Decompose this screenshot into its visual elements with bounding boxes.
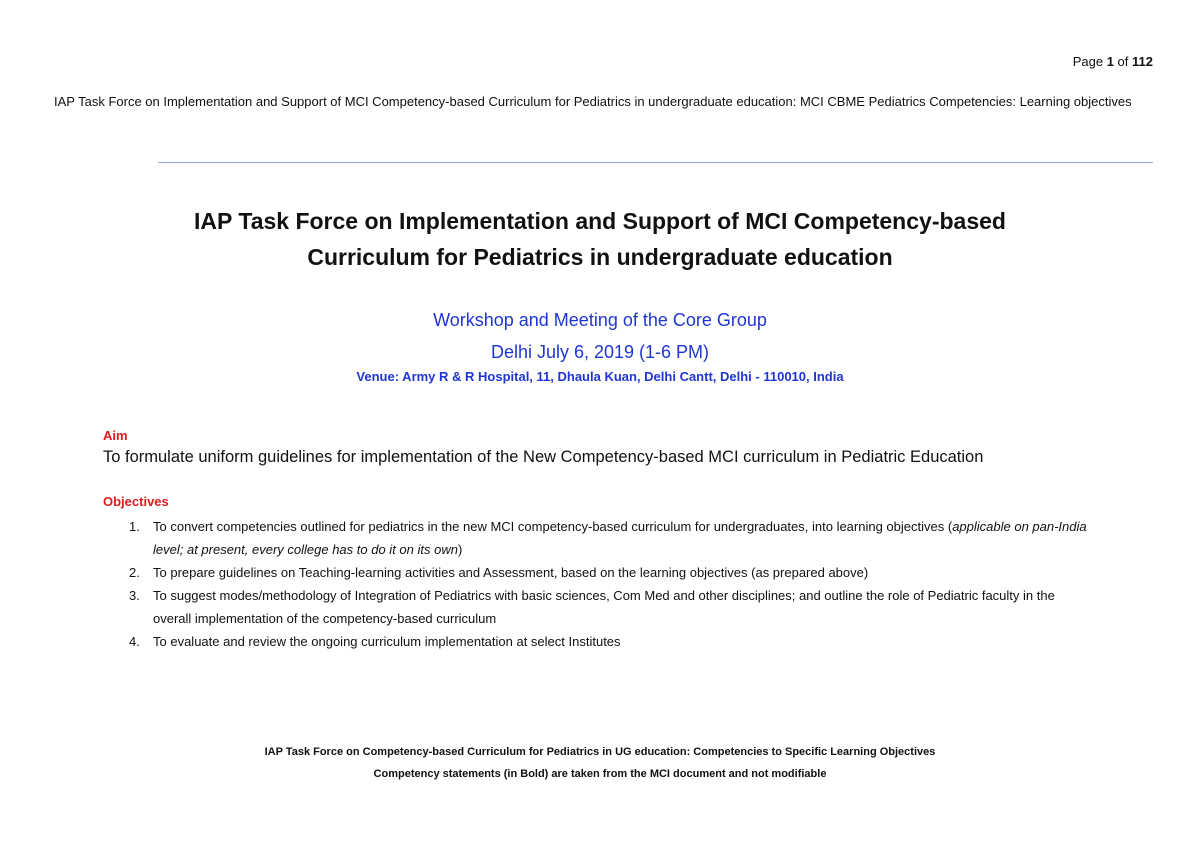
aim-text: To formulate uniform guidelines for implementation of the New Competency-based MCI curriculum in Pediatric Education (103, 448, 984, 466)
title-line-1: IAP Task Force on Implementation and Support of MCI Competency-based (194, 208, 1006, 234)
objective-text: To convert competencies outlined for pediatrics in the new MCI competency-based curriculum for undergraduates, into learning objectives ( (153, 519, 953, 534)
objective-text: To suggest modes/methodology of Integration of Pediatrics with basic sciences, Com Med and other disciplines; and outline the role of Pediatric faculty in the overall implementation of the competency-based curriculum (153, 588, 1055, 626)
header-divider (158, 162, 1153, 163)
page-footer (100, 741, 1100, 785)
objective-number: 3. (129, 588, 140, 603)
objectives-list (103, 515, 1093, 653)
page-total: 112 (1132, 54, 1153, 69)
objective-italic-note: applicable on pan-India level; at present, every college has to do it on its own (153, 519, 1087, 557)
page-prefix: Page (1072, 54, 1107, 69)
meeting-subtitle: Workshop and Meeting of the Core Group (433, 310, 767, 330)
objective-item (103, 561, 1093, 584)
footer-line-2: Competency statements (in Bold) are taken from the MCI document and not modifiable (373, 768, 827, 780)
objective-item (103, 515, 1093, 561)
objective-tail: ) (457, 542, 463, 557)
objective-number: 4. (129, 634, 140, 649)
page-of: of (1113, 54, 1133, 69)
meeting-venue: Venue: Army R & R Hospital, 11, Dhaula Kuan, Delhi Cantt, Delhi - 110010, India (356, 369, 844, 384)
objective-number: 1. (129, 519, 140, 534)
meeting-date: Delhi July 6, 2019 (1-6 PM) (490, 342, 710, 362)
aim-heading: Aim (103, 428, 128, 443)
objective-item (103, 584, 1093, 630)
objective-number: 2. (129, 565, 140, 580)
footer-line-1: IAP Task Force on Competency-based Curriculum for Pediatrics in UG education: Competencies to Specific Learning Objectives (264, 746, 936, 758)
running-header (54, 93, 1144, 111)
objective-item (103, 630, 1093, 653)
objective-text: To evaluate and review the ongoing curriculum implementation at select Institutes (153, 634, 621, 649)
objectives-heading: Objectives (103, 494, 169, 509)
page-number (1073, 54, 1153, 69)
objective-text: To prepare guidelines on Teaching-learning activities and Assessment, based on the learning objectives (as prepared above) (153, 565, 869, 580)
running-header-bold: MCI CBME Pediatrics Competencies: Learning objectives (799, 94, 1132, 109)
title-line-2: Curriculum for Pediatrics in undergraduate education (307, 244, 893, 270)
page-current: 1 (1106, 54, 1114, 69)
running-header-plain: IAP Task Force on Implementation and Support of MCI Competency-based Curriculum for Pediatrics in undergraduate education: (54, 94, 800, 109)
document-title (100, 203, 1100, 275)
